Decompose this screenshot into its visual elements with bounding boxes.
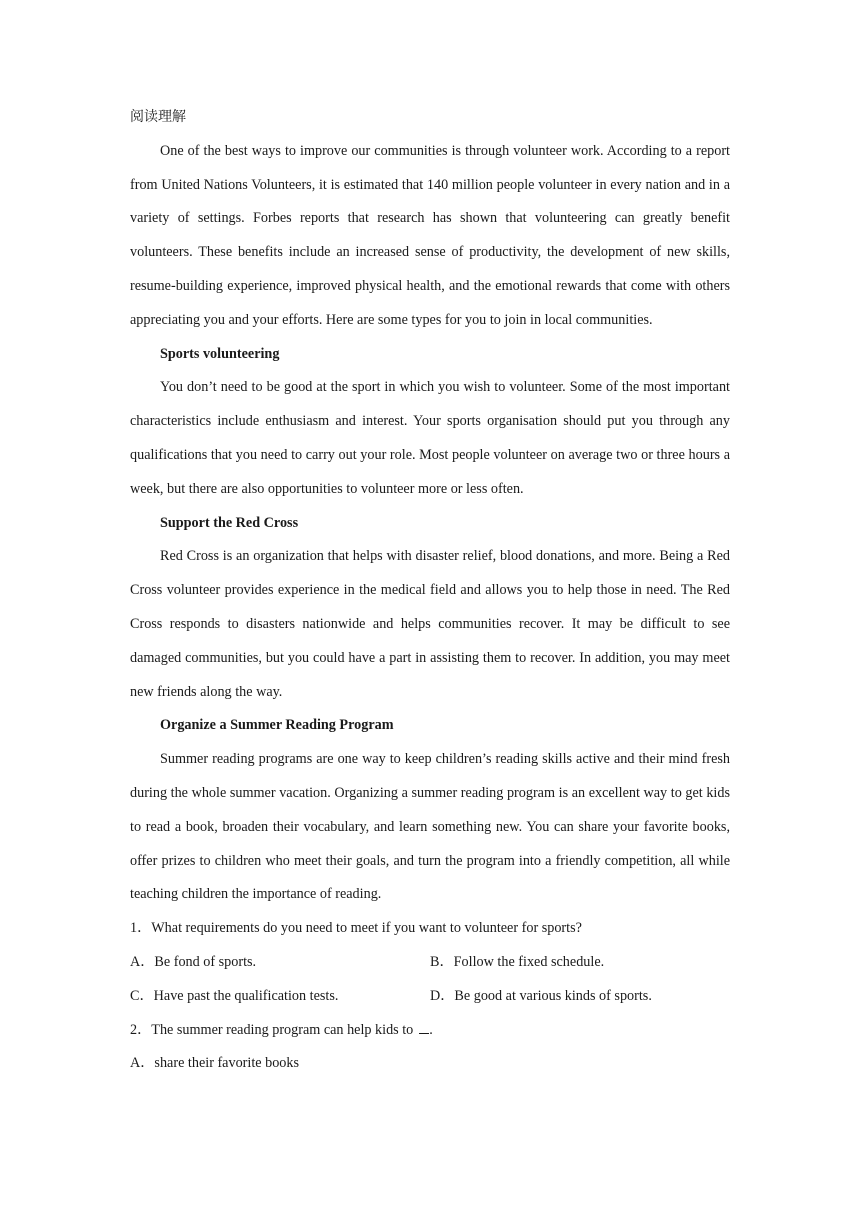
section-label: 阅读理解 xyxy=(130,109,186,125)
answer-blank xyxy=(419,1021,429,1034)
section-body-reading-program: Summer reading programs are one way to keep children’s reading skills active and their mind fresh during the whole summer vacation. Organizing a summer reading program is an excellent way to get kids to read a book, broaden their vocabulary, and learn something new. You can share your favorite books, offer prizes to children who meet their goals, and turn the program into a friendly competition, all while teaching children the importance of reading. xyxy=(130,751,730,903)
intro-paragraph: One of the best ways to improve our communities is through volunteer work. According to a report from United Nations Volunteers, it is estimated that 140 million people volunteer in every nation and in a variety of settings. Forbes reports that research has shown that volunteering can greatly benefit volunteers. These benefits include an increased sense of productivity, the development of new skills, resume-building experience, improved physical health, and the emotional rewards that come with others appreciating you and your efforts. Here are some types for you to join in local communities. xyxy=(130,142,730,328)
section-title-reading-program: Organize a Summer Reading Program xyxy=(160,717,394,734)
question-2-stem-end: . xyxy=(429,1021,433,1038)
section-title-sports: Sports volunteering xyxy=(160,345,280,362)
question-2-stem: 2．The summer reading program can help kids to xyxy=(130,1021,414,1038)
question-1-options-row-2 xyxy=(130,980,730,1014)
question-1-option-a: A．Be fond of sports. xyxy=(130,953,257,970)
section-body-sports: You don’t need to be good at the sport in which you wish to volunteer. Some of the most important characteristics include enthusiasm and interest. Your sports organisation should put you through any qualifications that you need to carry out your role. Most people volunteer on average two or three hours a week, but there are also opportunities to volunteer more or less often. xyxy=(130,379,730,497)
question-1-stem: 1．What requirements do you need to meet if you want to volunteer for sports? xyxy=(130,920,582,937)
section-title-red-cross: Support the Red Cross xyxy=(160,514,299,531)
question-1-option-d: D．Be good at various kinds of sports. xyxy=(430,987,652,1004)
question-1-option-c: C．Have past the qualification tests. xyxy=(130,987,339,1004)
question-2-option-a: A．share their favorite books xyxy=(130,1055,300,1072)
question-2-stem-line xyxy=(130,1014,730,1048)
document-page xyxy=(130,101,730,1081)
question-1-options-row-1 xyxy=(130,946,730,980)
question-1-option-b: B．Follow the fixed schedule. xyxy=(430,953,605,970)
section-body-red-cross: Red Cross is an organization that helps with disaster relief, blood donations, and more. Being a Red Cross volunteer provides experience in the medical field and allows you to help those in need. The Red Cross responds to disasters nationwide and helps communities recover. It may be difficult to see damaged communities, but you could have a part in assisting them to recover. In addition, you may meet new friends along the way. xyxy=(130,548,730,700)
